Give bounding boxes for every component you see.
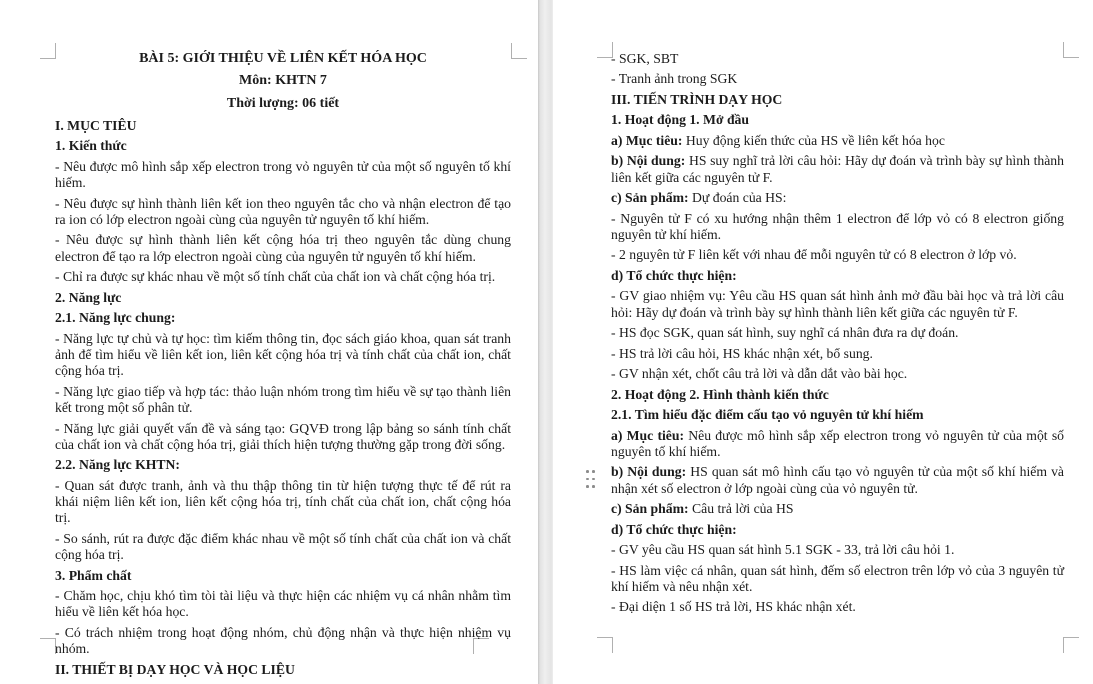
- section-heading[interactable]: III. TIẾN TRÌNH DẠY HỌC: [611, 91, 783, 107]
- paragraph-lead: c) Sản phẩm:: [611, 190, 689, 206]
- paragraph[interactable]: - Nguyên tử F có xu hướng nhận thêm 1 electron để lớp vỏ có 8 electron giống nguyên tử khí hiếm.: [611, 210, 1064, 242]
- paragraph[interactable]: - Năng lực tự chủ và tự học: tìm kiếm thông tin, đọc sách giáo khoa, quan sát tranh ảnh để tìm hiểu về liên kết ion, liên kết cộng hóa trị và tính chất của chất ion, chất cộng hóa trị.: [55, 330, 511, 379]
- paragraph[interactable]: - Nêu được sự hình thành liên kết cộng hóa trị theo nguyên tắc dùng chung electron để tạo ra lớp electron ngoài cùng của nguyên tử nguyên tố khí hiếm.: [55, 232, 511, 264]
- paragraph-lead: b) Nội dung:: [611, 153, 686, 169]
- paragraph[interactable]: - Năng lực giao tiếp và hợp tác: thảo luận nhóm trong tìm hiểu về sự tạo thành liên kết trong một số phân tử.: [55, 383, 511, 416]
- paragraph[interactable]: - 2 nguyên tử F liên kết với nhau để mỗi nguyên tử có 8 electron ở lớp vỏ.: [611, 247, 1017, 263]
- paragraph[interactable]: - GV nhận xét, chốt câu trả lời và dẫn dắt vào bài học.: [611, 366, 908, 382]
- paragraph[interactable]: - HS trả lời câu hỏi, HS khác nhận xét, bổ sung.: [611, 345, 873, 361]
- section-heading[interactable]: I. MỤC TIÊU: [55, 117, 137, 133]
- section-heading[interactable]: 2.2. Năng lực KHTN:: [55, 457, 180, 473]
- document-title-line[interactable]: Thời lượng: 06 tiết: [226, 95, 340, 111]
- paragraph[interactable]: - Đại diện 1 số HS trả lời, HS khác nhận xét.: [611, 599, 856, 615]
- page-2-text[interactable]: [611, 51, 1064, 620]
- page-gutter: [538, 0, 553, 684]
- page-1-text[interactable]: [55, 51, 511, 682]
- paragraph-lead: c) Sản phẩm:: [611, 501, 689, 517]
- text-boundary-mark: [40, 638, 56, 654]
- paragraph[interactable]: - Nêu được mô hình sắp xếp electron trong vỏ nguyên tử của một số nguyên tố khí hiếm.: [55, 158, 511, 191]
- paragraph[interactable]: - Chăm học, chịu khó tìm tòi tài liệu và thực hiện các nhiệm vụ cá nhân nhằm tìm hiểu về liên kết hóa học.: [55, 588, 511, 620]
- section-heading[interactable]: 2. Hoạt động 2. Hình thành kiến thức: [611, 386, 829, 402]
- paragraph[interactable]: - Quan sát được tranh, ảnh và thu thập thông tin từ hiện tượng thực tế để rút ra khái niệm liên kết ion, liên kết cộng hóa trị, tính chất của chất ion, chất cộng hóa trị.: [55, 477, 511, 526]
- paragraph[interactable]: - Tranh ảnh trong SGK: [611, 71, 738, 87]
- section-heading[interactable]: d) Tổ chức thực hiện:: [611, 267, 737, 283]
- paragraph-lead: a) Mục tiêu:: [611, 132, 683, 148]
- paragraph[interactable]: - HS đọc SGK, quan sát hình, suy nghĩ cá nhân đưa ra dự đoán.: [611, 325, 959, 341]
- section-heading[interactable]: d) Tổ chức thực hiện:: [611, 521, 737, 537]
- paragraph[interactable]: c) Sản phẩm: Dự đoán của HS:: [611, 190, 787, 206]
- section-heading[interactable]: 2. Năng lực: [55, 289, 122, 305]
- paragraph[interactable]: - Có trách nhiệm trong hoạt động nhóm, chủ động nhận và thực hiện nhiệm vụ nhóm.: [55, 624, 511, 657]
- paragraph[interactable]: a) Mục tiêu: Huy động kiến thức của HS về liên kết hóa học: [611, 132, 945, 148]
- text-boundary-mark: [40, 43, 56, 59]
- section-heading[interactable]: 3. Phẩm chất: [55, 567, 132, 583]
- section-heading[interactable]: 2.1. Năng lực chung:: [55, 310, 176, 326]
- paragraph[interactable]: - So sánh, rút ra được đặc điểm khác nhau về một số tính chất của chất ion và chất cộng hóa trị.: [55, 530, 511, 563]
- section-heading[interactable]: 1. Kiến thức: [55, 138, 127, 154]
- paragraph-lead: b) Nội dung:: [611, 464, 687, 480]
- paragraph[interactable]: - HS làm việc cá nhân, quan sát hình, đếm số electron trên lớp vỏ của 3 nguyên tử khí hiếm và nêu nhận xét.: [611, 562, 1064, 594]
- paragraph[interactable]: - Nêu được sự hình thành liên kết ion theo nguyên tắc cho và nhận electron để tạo ra ion có lớp electron ngoài cùng của nguyên tử nguyên tố khí hiếm.: [55, 195, 511, 227]
- paragraph[interactable]: - Năng lực giải quyết vấn đề và sáng tạo: GQVĐ trong lập bảng so sánh tính chất của chất ion và chất cộng hóa trị, giải thích hiện tượng thường gặp trong đời sống.: [55, 420, 511, 452]
- section-heading[interactable]: 1. Hoạt động 1. Mở đầu: [611, 112, 750, 128]
- document-title-line[interactable]: Môn: KHTN 7: [239, 73, 327, 89]
- paragraph[interactable]: b) Nội dung: HS quan sát mô hình cấu tạo vỏ nguyên tử của một số khí hiếm và nhận xét số electron ở lớp ngoài cùng của vỏ nguyên tử.: [611, 464, 1064, 496]
- paragraph[interactable]: - Chỉ ra được sự khác nhau về một số tính chất của chất ion và chất cộng hóa trị.: [55, 269, 496, 285]
- paragraph[interactable]: - SGK, SBT: [611, 51, 679, 66]
- text-boundary-mark: [597, 637, 613, 653]
- paragraph[interactable]: - GV yêu cầu HS quan sát hình 5.1 SGK - 33, trả lời câu hỏi 1.: [611, 542, 955, 558]
- section-heading[interactable]: 2.1. Tìm hiểu đặc điểm cấu tạo vỏ nguyên tử khí hiếm: [611, 407, 924, 423]
- paragraph[interactable]: b) Nội dung: HS suy nghĩ trả lời câu hỏi: Hãy dự đoán và trình bày sự hình thành liên kết giữa các nguyên tử F.: [611, 153, 1064, 185]
- section-heading[interactable]: II. THIẾT BỊ DẠY HỌC VÀ HỌC LIỆU: [55, 661, 295, 677]
- document-title-line[interactable]: BÀI 5: GIỚI THIỆU VỀ LIÊN KẾT HÓA HỌC: [139, 51, 427, 66]
- text-boundary-mark: [1063, 42, 1079, 58]
- paragraph[interactable]: - GV giao nhiệm vụ: Yêu cầu HS quan sát hình ảnh mở đầu bài học và trả lời câu hỏi: Hãy dự đoán và trình bày sự hình thành liên kết giữa các nguyên tử F.: [611, 288, 1064, 320]
- paragraph[interactable]: c) Sản phẩm: Câu trả lời của HS: [611, 501, 794, 517]
- paragraph-lead: a) Mục tiêu:: [611, 427, 685, 443]
- paragraph[interactable]: a) Mục tiêu: Nêu được mô hình sắp xếp electron trong vỏ nguyên tử của một số nguyên tố khí hiếm.: [611, 427, 1064, 459]
- drag-handle-icon[interactable]: [584, 470, 597, 488]
- text-boundary-mark: [511, 43, 527, 59]
- text-boundary-mark: [1063, 637, 1079, 653]
